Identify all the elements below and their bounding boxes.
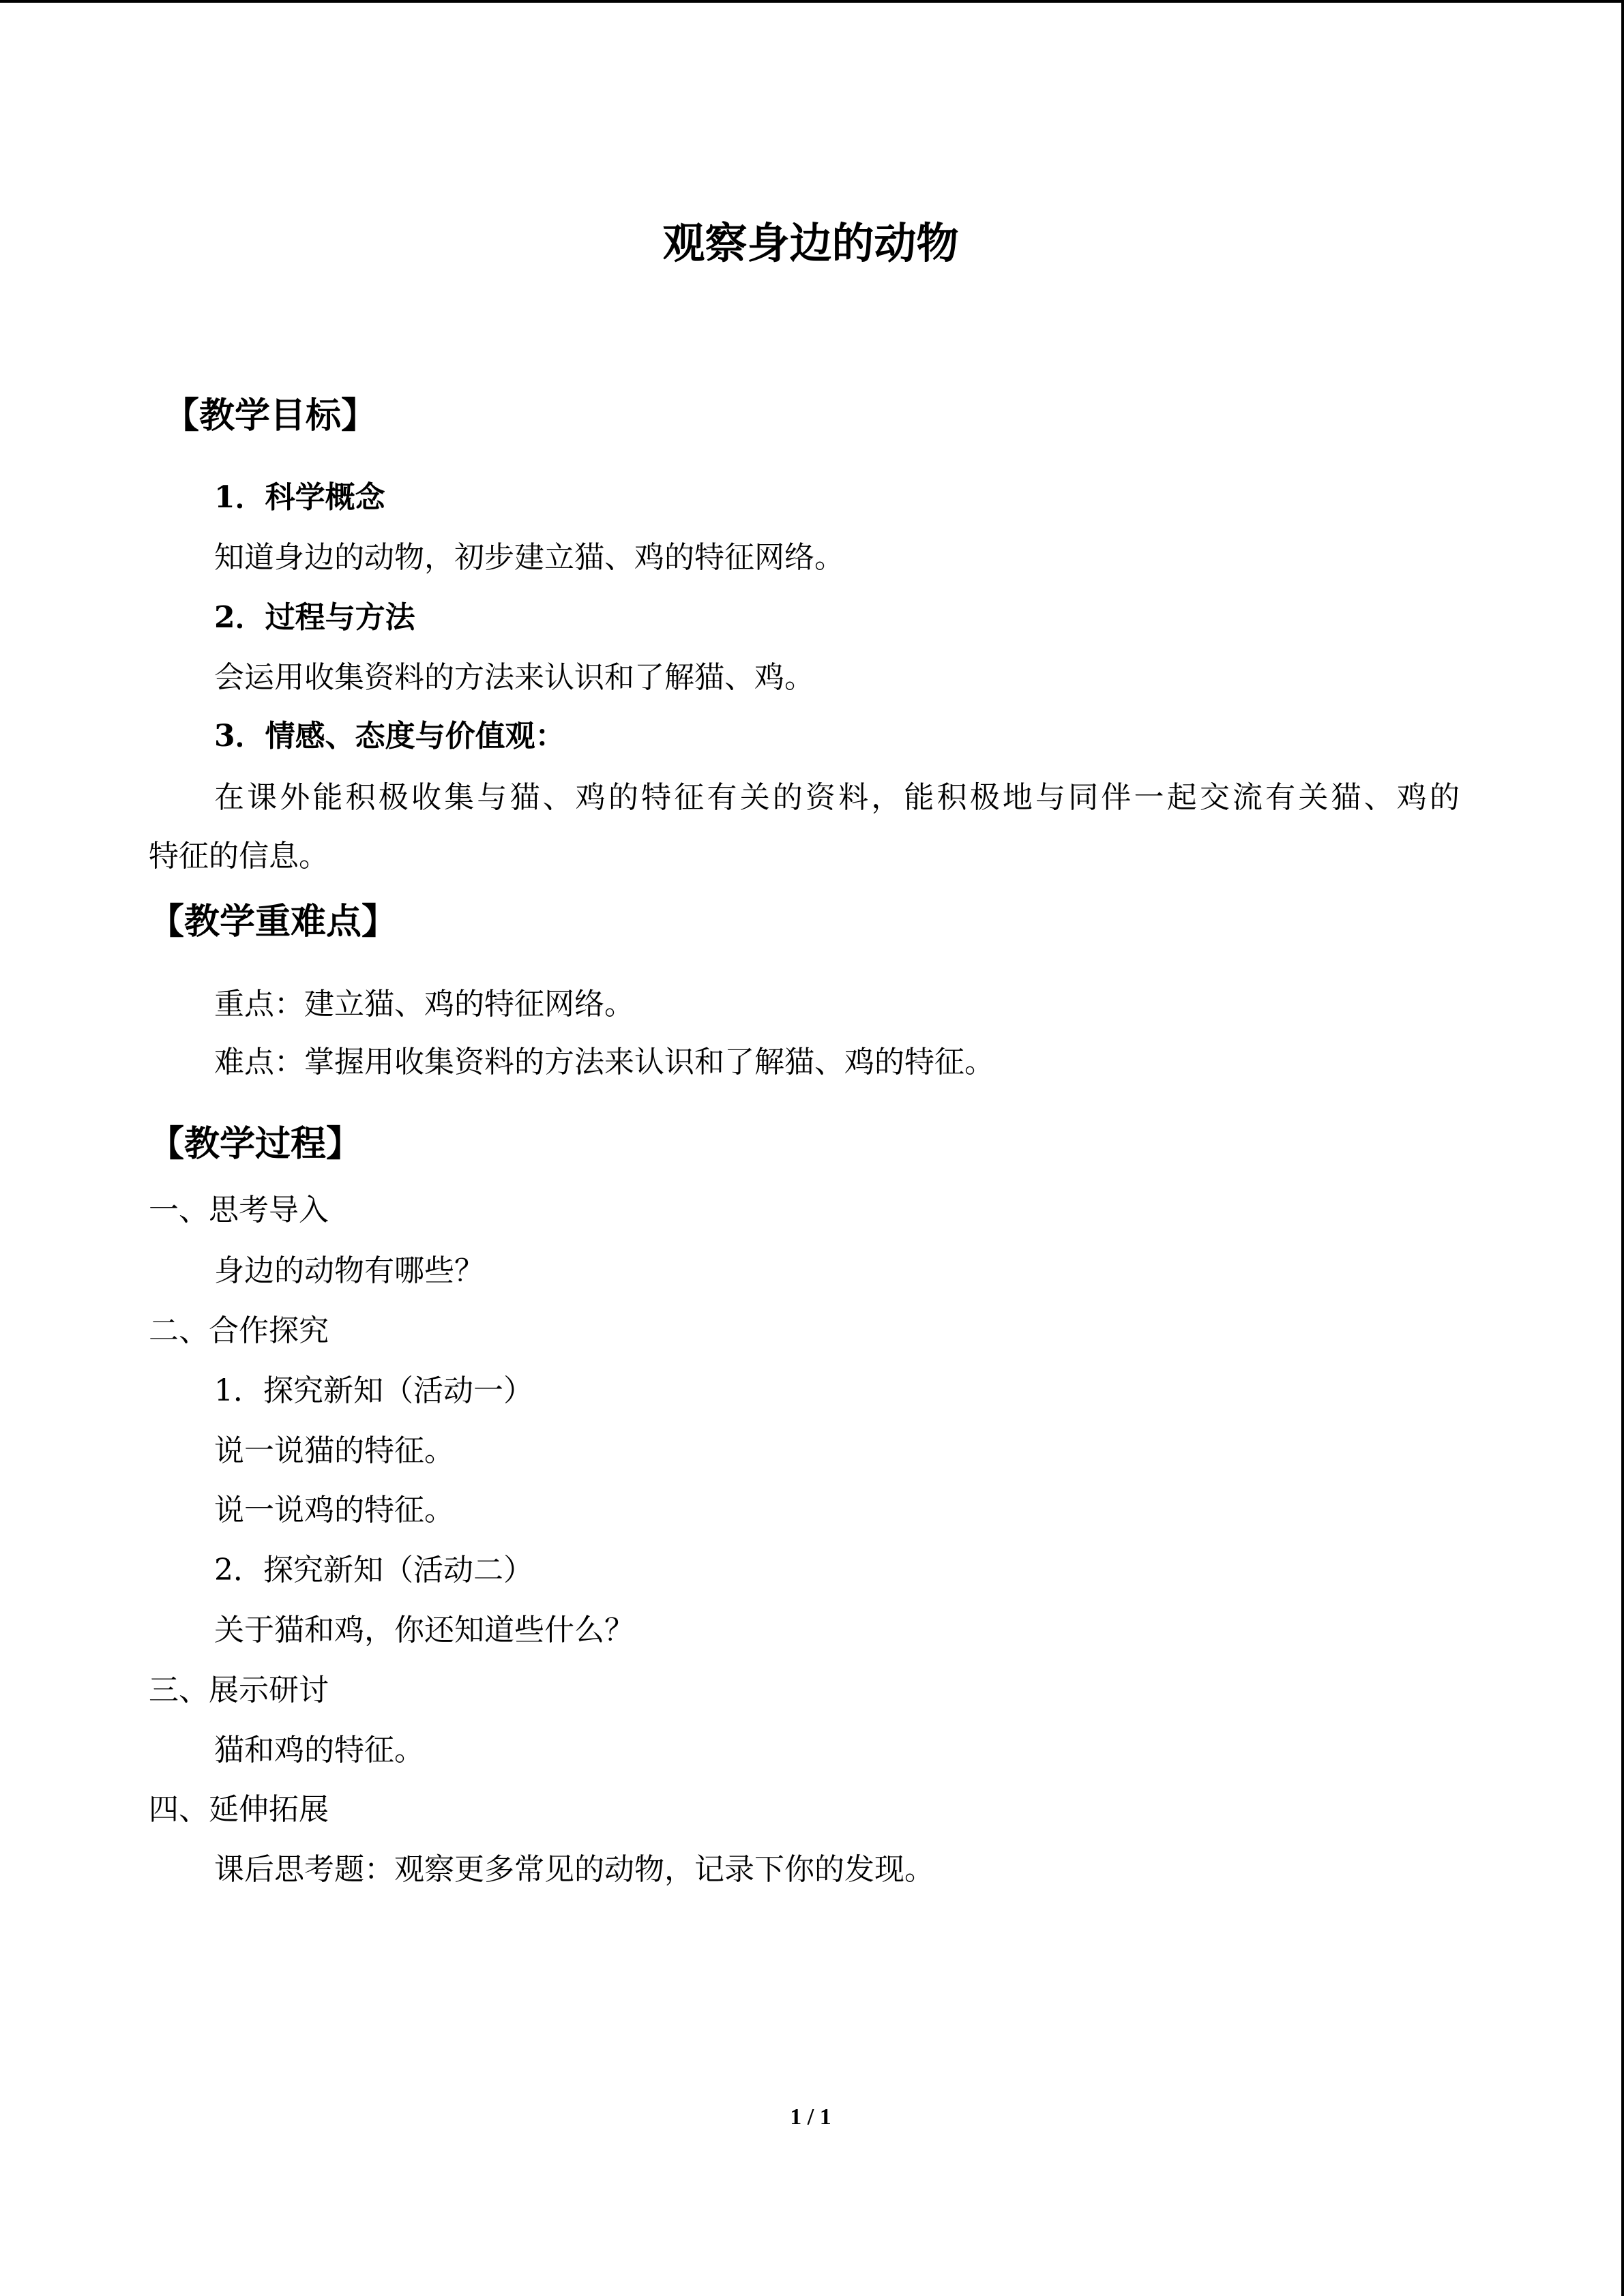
paragraph-science-concept: 知道身边的动物，初步建立猫、鸡的特征网络。 bbox=[214, 540, 844, 575]
paragraph-what-else-known: 关于猫和鸡，你还知道些什么？ bbox=[214, 1613, 634, 1648]
step-cooperative-inquiry: 二、合作探究 bbox=[149, 1313, 329, 1348]
page-number: 1 / 1 bbox=[790, 2104, 831, 2130]
section-heading-teaching-objectives: 【教学目标】 bbox=[164, 396, 377, 436]
paragraph-homework-question: 课后思考题：观察更多常见的动物，记录下你的发现。 bbox=[214, 1852, 934, 1887]
paragraph-activity-one: 1．探究新知（活动一） bbox=[214, 1373, 533, 1408]
paragraph-difficult-point: 难点：掌握用收集资料的方法来认识和了解猫、鸡的特征。 bbox=[214, 1045, 994, 1079]
step-thinking-introduction: 一、思考导入 bbox=[149, 1193, 329, 1227]
paragraph-cat-features: 说一说猫的特征。 bbox=[214, 1433, 454, 1468]
paragraph-emotion-line-2: 特征的信息。 bbox=[149, 839, 329, 874]
step-extension: 四、延伸拓展 bbox=[149, 1792, 329, 1827]
paragraph-emotion-line-1: 在课外能积极收集与猫、鸡的特征有关的资料，能积极地与同伴一起交流有关猫、鸡的 bbox=[214, 780, 1460, 815]
paragraph-cat-chicken-features: 猫和鸡的特征。 bbox=[214, 1733, 424, 1768]
subheading-science-concept: 1．科学概念 bbox=[214, 480, 385, 515]
paragraph-which-animals: 身边的动物有哪些？ bbox=[214, 1253, 484, 1288]
paragraph-key-point: 重点：建立猫、鸡的特征网络。 bbox=[214, 987, 634, 1022]
page-title: 观察身边的动物 bbox=[662, 218, 959, 268]
step-presentation-discussion: 三、展示研讨 bbox=[149, 1673, 329, 1708]
paragraph-activity-two: 2．探究新知（活动二） bbox=[214, 1553, 533, 1587]
section-heading-key-difficult-points: 【教学重难点】 bbox=[149, 901, 398, 942]
subheading-process-method: 2．过程与方法 bbox=[214, 600, 415, 635]
subheading-emotion-attitude-values: 3．情感、态度与价值观： bbox=[214, 719, 565, 754]
section-heading-teaching-process: 【教学过程】 bbox=[149, 1124, 362, 1165]
paragraph-process-method: 会运用收集资料的方法来认识和了解猫、鸡。 bbox=[214, 660, 814, 695]
paragraph-chicken-features: 说一说鸡的特征。 bbox=[214, 1493, 454, 1527]
